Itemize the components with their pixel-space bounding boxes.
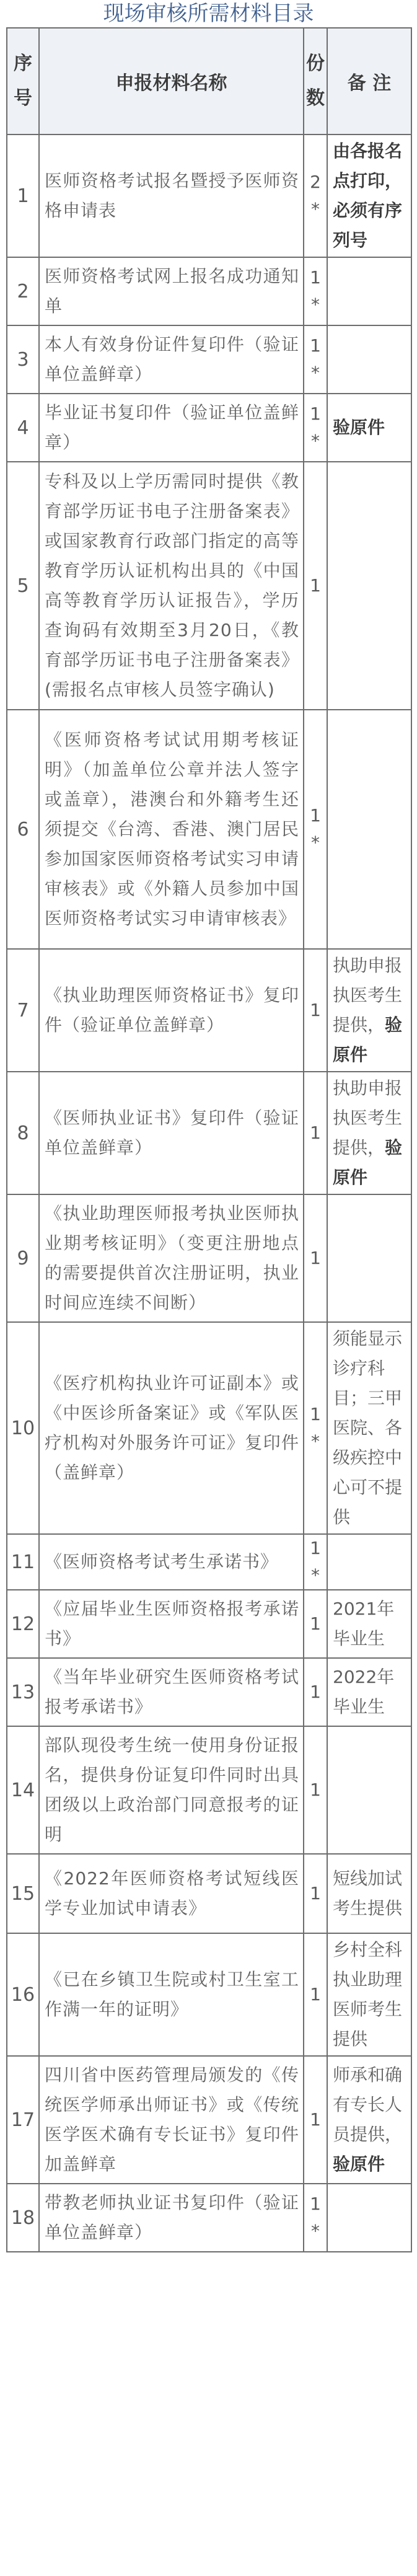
copy-count — [304, 1322, 327, 1534]
remark — [327, 1072, 411, 1194]
remark — [327, 1658, 411, 1726]
remark — [327, 462, 411, 710]
row-number: 15 — [7, 1854, 39, 1933]
copy-count-value: 1 — [310, 1248, 321, 1268]
material-name: 《医师资格考试考生承诺书》 — [39, 1534, 304, 1590]
table-row — [7, 1590, 411, 1658]
remark-emphasis: 验原件 — [333, 1015, 403, 1065]
copy-count — [304, 135, 327, 257]
remark-text: 师承和确有专长人员提供， — [333, 2065, 403, 2145]
copy-count — [304, 1658, 327, 1726]
remark — [327, 325, 411, 394]
table-row — [7, 1322, 411, 1534]
material-name: 带教老师执业证书复印件（验证单位盖鲜章） — [39, 2184, 304, 2252]
table-row — [7, 257, 411, 325]
copy-count — [304, 1072, 327, 1194]
material-name: 部队现役考生统一使用身份证报名，提供身份证复印件同时出具团级以上政治部门同意报考的证明 — [39, 1726, 304, 1854]
table-row — [7, 462, 411, 710]
material-name: 《2022年医师资格考试短线医学专业加试申请表》 — [39, 1854, 304, 1933]
table-row — [7, 2184, 411, 2252]
remark — [327, 2056, 411, 2184]
remark — [327, 257, 411, 325]
header-name: 申报材料名称 — [39, 28, 304, 135]
header-note: 备 注 — [327, 28, 411, 135]
required-mark: * — [311, 431, 320, 451]
table-row — [7, 1194, 411, 1322]
row-number: 8 — [7, 1072, 39, 1194]
copy-count-value: 1 — [310, 1883, 321, 1903]
row-number: 2 — [7, 257, 39, 325]
required-mark: * — [311, 199, 320, 219]
copy-count — [304, 1534, 327, 1590]
copy-count-value: 1 — [310, 335, 321, 356]
material-name: 《医疗机构执业许可证副本》或《中医诊所备案证》或《军队医疗机构对外服务许可证》复印件（盖鲜章） — [39, 1322, 304, 1534]
remark — [327, 394, 411, 462]
remark — [327, 949, 411, 1072]
copy-count-value: 1 — [310, 1404, 321, 1424]
row-number: 5 — [7, 462, 39, 710]
copy-count — [304, 1590, 327, 1658]
copy-count-value: 1 — [310, 267, 321, 288]
row-number: 17 — [7, 2056, 39, 2184]
remark — [327, 1854, 411, 1933]
row-number: 7 — [7, 949, 39, 1072]
row-number: 6 — [7, 710, 39, 949]
table-row — [7, 1658, 411, 1726]
header-no: 序号 — [7, 28, 39, 135]
remark-text: 执助申报执医考生提供， — [333, 1078, 403, 1158]
row-number: 12 — [7, 1590, 39, 1658]
table-row — [7, 949, 411, 1072]
copy-count — [304, 949, 327, 1072]
remark — [327, 1590, 411, 1658]
table-row — [7, 1933, 411, 2056]
table-row — [7, 1534, 411, 1590]
row-number: 1 — [7, 135, 39, 257]
row-number: 4 — [7, 394, 39, 462]
row-number: 18 — [7, 2184, 39, 2252]
remark — [327, 710, 411, 949]
required-mark: * — [311, 363, 320, 383]
copy-count-value: 1 — [310, 1613, 321, 1634]
copy-count-value: 1 — [310, 575, 321, 596]
remark-text: 2022年毕业生 — [333, 1667, 395, 1717]
copy-count-value: 1 — [310, 2194, 321, 2214]
material-name: 医师资格考试报名暨授予医师资格申请表 — [39, 135, 304, 257]
remark-emphasis: 由各报名点打印，必须有序列号 — [333, 141, 403, 250]
remark — [327, 135, 411, 257]
row-number: 11 — [7, 1534, 39, 1590]
material-name: 《执业助理医师报考执业医师执业期考核证明》（变更注册地点的需要提供首次注册证明，执业时间应连续不间断） — [39, 1194, 304, 1322]
material-name: 医师资格考试网上报名成功通知单 — [39, 257, 304, 325]
copy-count — [304, 462, 327, 710]
remark — [327, 1194, 411, 1322]
material-name: 四川省中医药管理局颁发的《传统医学师承出师证书》或《传统医学医术确有专长证书》复印件加盖鲜章 — [39, 2056, 304, 2184]
table-row — [7, 1072, 411, 1194]
remark-emphasis: 验原件 — [333, 2154, 385, 2174]
remark-text: 执助申报执医考生提供， — [333, 955, 403, 1035]
table-row — [7, 325, 411, 394]
remark — [327, 1322, 411, 1534]
copy-count-value: 1 — [310, 1000, 321, 1020]
row-number: 16 — [7, 1933, 39, 2056]
required-mark: * — [311, 2221, 320, 2241]
table-row — [7, 1854, 411, 1933]
remark-text: 短线加试考生提供 — [333, 1868, 403, 1918]
remark — [327, 1726, 411, 1854]
required-mark: * — [311, 832, 320, 853]
remark — [327, 1933, 411, 2056]
materials-table — [6, 27, 412, 2252]
remark-text: 2021年毕业生 — [333, 1599, 395, 1649]
material-name: 本人有效身份证件复印件（验证单位盖鲜章） — [39, 325, 304, 394]
copy-count-value: 1 — [310, 404, 321, 424]
row-number: 3 — [7, 325, 39, 394]
header-qty: 份数 — [304, 28, 327, 135]
copy-count-value: 1 — [310, 805, 321, 826]
table-row — [7, 710, 411, 949]
table-row — [7, 1726, 411, 1854]
copy-count-value: 2 — [310, 172, 321, 192]
remark — [327, 2184, 411, 2252]
material-name: 毕业证书复印件（验证单位盖鲜章） — [39, 394, 304, 462]
remark-emphasis: 验原件 — [333, 1137, 403, 1188]
required-mark: * — [311, 1565, 320, 1586]
table-row — [7, 135, 411, 257]
copy-count — [304, 1194, 327, 1322]
copy-count — [304, 1933, 327, 2056]
copy-count-value: 1 — [310, 1682, 321, 1702]
copy-count-value: 1 — [310, 1984, 321, 2005]
remark-text: 须能显示诊疗科目；三甲医院、各级疾控中心可不提供 — [333, 1328, 403, 1527]
copy-count — [304, 2184, 327, 2252]
table-row — [7, 394, 411, 462]
table-header-row — [7, 28, 411, 135]
row-number: 9 — [7, 1194, 39, 1322]
remark-text: 乡村全科执业助理医师考生提供 — [333, 1939, 403, 2049]
copy-count — [304, 257, 327, 325]
material-name: 《医师资格考试试用期考核证明》（加盖单位公章并法人签字或盖章），港澳台和外籍考生还须提交《台湾、香港、澳门居民参加国家医师资格考试实习申请审核表》或《外籍人员参加中国医师资格考试实习申请审核表》 — [39, 710, 304, 949]
row-number: 10 — [7, 1322, 39, 1534]
copy-count — [304, 1726, 327, 1854]
copy-count-value: 1 — [310, 2109, 321, 2130]
copy-count — [304, 2056, 327, 2184]
page-title: 现场审核所需材料目录 — [103, 1, 314, 26]
copy-count — [304, 394, 327, 462]
remark — [327, 1534, 411, 1590]
material-name: 《执业助理医师资格证书》复印件（验证单位盖鲜章） — [39, 949, 304, 1072]
material-name: 《已在乡镇卫生院或村卫生室工作满一年的证明》 — [39, 1933, 304, 2056]
required-mark: * — [311, 1431, 320, 1452]
remark-emphasis: 验原件 — [333, 417, 385, 438]
copy-count-value: 1 — [310, 1538, 321, 1558]
copy-count — [304, 325, 327, 394]
row-number: 13 — [7, 1658, 39, 1726]
copy-count-value: 1 — [310, 1780, 321, 1800]
material-name: 专科及以上学历需同时提供《教育部学历证书电子注册备案表》或国家教育行政部门指定的高等教育学历认证机构出具的《中国高等教育学历认证报告》，学历查询码有效期至3月20日，《教育部学历证书电子注册备案表》(需报名点审核人员签字确认) — [39, 462, 304, 710]
row-number: 14 — [7, 1726, 39, 1854]
material-name: 《应届毕业生医师资格报考承诺书》 — [39, 1590, 304, 1658]
material-name: 《当年毕业研究生医师资格考试报考承诺书》 — [39, 1658, 304, 1726]
copy-count — [304, 710, 327, 949]
table-row — [7, 2056, 411, 2184]
material-name: 《医师执业证书》复印件（验证单位盖鲜章） — [39, 1072, 304, 1194]
required-mark: * — [311, 294, 320, 315]
copy-count-value: 1 — [310, 1123, 321, 1143]
copy-count — [304, 1854, 327, 1933]
